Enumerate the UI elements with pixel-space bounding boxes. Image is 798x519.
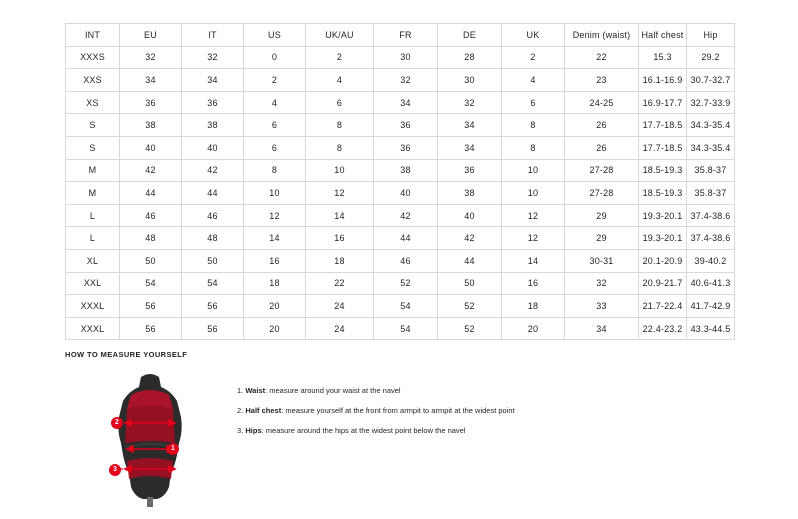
cell-int: S bbox=[66, 136, 120, 159]
cell-denim-waist: 26 bbox=[565, 136, 639, 159]
cell-half-chest: 19.3-20.1 bbox=[639, 227, 687, 250]
measure-note-text: : measure around the hips at the widest point below the navel bbox=[261, 426, 466, 435]
cell-denim-waist: 29 bbox=[565, 204, 639, 227]
cell-uk-au: 18 bbox=[306, 249, 374, 272]
cell-eu: 40 bbox=[120, 136, 182, 159]
cell-fr: 40 bbox=[374, 182, 438, 205]
cell-fr: 42 bbox=[374, 204, 438, 227]
cell-hip: 41.7-42.9 bbox=[687, 295, 735, 318]
cell-half-chest: 21.7-22.4 bbox=[639, 295, 687, 318]
cell-uk: 6 bbox=[502, 91, 565, 114]
cell-us: 8 bbox=[244, 159, 306, 182]
column-header-uk: UK bbox=[502, 24, 565, 47]
table-row bbox=[66, 182, 735, 205]
cell-denim-waist: 23 bbox=[565, 69, 639, 92]
measure-note-number: 2. bbox=[237, 406, 244, 415]
cell-uk: 16 bbox=[502, 272, 565, 295]
table-row bbox=[66, 227, 735, 250]
table-header-row bbox=[66, 24, 735, 47]
cell-eu: 46 bbox=[120, 204, 182, 227]
cell-de: 42 bbox=[438, 227, 502, 250]
cell-int: M bbox=[66, 159, 120, 182]
cell-half-chest: 15.3 bbox=[639, 46, 687, 69]
cell-hip: 37.4-38.6 bbox=[687, 227, 735, 250]
cell-us: 12 bbox=[244, 204, 306, 227]
cell-us: 14 bbox=[244, 227, 306, 250]
cell-fr: 52 bbox=[374, 272, 438, 295]
column-header-hip: Hip bbox=[687, 24, 735, 47]
cell-hip: 34.3-35.4 bbox=[687, 114, 735, 137]
cell-it: 44 bbox=[182, 182, 244, 205]
cell-int: XXXL bbox=[66, 317, 120, 340]
cell-de: 28 bbox=[438, 46, 502, 69]
table-row bbox=[66, 249, 735, 272]
cell-uk: 10 bbox=[502, 159, 565, 182]
table-row bbox=[66, 272, 735, 295]
measure-badge-3: 3 bbox=[109, 464, 121, 476]
cell-de: 32 bbox=[438, 91, 502, 114]
cell-uk-au: 24 bbox=[306, 295, 374, 318]
table-row bbox=[66, 46, 735, 69]
cell-us: 20 bbox=[244, 317, 306, 340]
cell-it: 32 bbox=[182, 46, 244, 69]
table-body bbox=[66, 46, 735, 340]
cell-int: XL bbox=[66, 249, 120, 272]
column-header-denim-waist: Denim (waist) bbox=[565, 24, 639, 47]
measure-note-hips bbox=[237, 421, 515, 441]
measure-note-text: : measure around your waist at the navel bbox=[265, 386, 401, 395]
cell-uk: 12 bbox=[502, 204, 565, 227]
cell-uk-au: 8 bbox=[306, 136, 374, 159]
column-header-fr: FR bbox=[374, 24, 438, 47]
cell-uk: 10 bbox=[502, 182, 565, 205]
cell-it: 42 bbox=[182, 159, 244, 182]
cell-de: 34 bbox=[438, 114, 502, 137]
cell-uk: 4 bbox=[502, 69, 565, 92]
cell-int: XXS bbox=[66, 69, 120, 92]
cell-eu: 36 bbox=[120, 91, 182, 114]
cell-uk: 8 bbox=[502, 114, 565, 137]
cell-uk-au: 12 bbox=[306, 182, 374, 205]
cell-us: 10 bbox=[244, 182, 306, 205]
cell-uk-au: 22 bbox=[306, 272, 374, 295]
cell-int: XS bbox=[66, 91, 120, 114]
cell-uk: 20 bbox=[502, 317, 565, 340]
cell-uk: 18 bbox=[502, 295, 565, 318]
cell-it: 54 bbox=[182, 272, 244, 295]
cell-half-chest: 16.1-16.9 bbox=[639, 69, 687, 92]
cell-hip: 29.2 bbox=[687, 46, 735, 69]
cell-it: 48 bbox=[182, 227, 244, 250]
cell-uk: 2 bbox=[502, 46, 565, 69]
measure-note-number: 3. bbox=[237, 426, 244, 435]
column-header-us: US bbox=[244, 24, 306, 47]
column-header-int: INT bbox=[66, 24, 120, 47]
cell-it: 56 bbox=[182, 317, 244, 340]
cell-int: XXL bbox=[66, 272, 120, 295]
cell-fr: 32 bbox=[374, 69, 438, 92]
cell-eu: 38 bbox=[120, 114, 182, 137]
cell-it: 36 bbox=[182, 91, 244, 114]
cell-us: 2 bbox=[244, 69, 306, 92]
cell-half-chest: 22.4-23.2 bbox=[639, 317, 687, 340]
cell-de: 44 bbox=[438, 249, 502, 272]
cell-hip: 37.4-38.6 bbox=[687, 204, 735, 227]
cell-hip: 30.7-32.7 bbox=[687, 69, 735, 92]
table-row bbox=[66, 204, 735, 227]
cell-uk-au: 10 bbox=[306, 159, 374, 182]
cell-fr: 54 bbox=[374, 317, 438, 340]
cell-uk-au: 6 bbox=[306, 91, 374, 114]
measure-note-term: Hips bbox=[245, 426, 262, 435]
cell-de: 50 bbox=[438, 272, 502, 295]
size-chart-table bbox=[65, 23, 735, 340]
mannequin-illustration-icon bbox=[85, 369, 215, 509]
column-header-half-chest: Half chest bbox=[639, 24, 687, 47]
cell-de: 52 bbox=[438, 317, 502, 340]
measure-notes-list bbox=[237, 381, 515, 441]
cell-us: 20 bbox=[244, 295, 306, 318]
cell-hip: 35.8-37 bbox=[687, 182, 735, 205]
measure-badge-1: 1 bbox=[167, 443, 179, 455]
cell-denim-waist: 22 bbox=[565, 46, 639, 69]
cell-denim-waist: 24-25 bbox=[565, 91, 639, 114]
how-to-measure-section bbox=[65, 350, 734, 509]
cell-int: XXXS bbox=[66, 46, 120, 69]
measure-note-text: : measure yourself at the front from armpit to armpit at the widest point bbox=[281, 406, 515, 415]
cell-int: L bbox=[66, 227, 120, 250]
cell-it: 38 bbox=[182, 114, 244, 137]
cell-uk: 8 bbox=[502, 136, 565, 159]
cell-hip: 34.3-35.4 bbox=[687, 136, 735, 159]
cell-hip: 35.8-37 bbox=[687, 159, 735, 182]
cell-eu: 54 bbox=[120, 272, 182, 295]
cell-int: M bbox=[66, 182, 120, 205]
measure-note-number: 1. bbox=[237, 386, 244, 395]
cell-it: 56 bbox=[182, 295, 244, 318]
cell-uk-au: 16 bbox=[306, 227, 374, 250]
cell-us: 6 bbox=[244, 136, 306, 159]
cell-eu: 50 bbox=[120, 249, 182, 272]
cell-uk-au: 24 bbox=[306, 317, 374, 340]
cell-us: 4 bbox=[244, 91, 306, 114]
column-header-it: IT bbox=[182, 24, 244, 47]
cell-eu: 32 bbox=[120, 46, 182, 69]
cell-eu: 34 bbox=[120, 69, 182, 92]
table-row bbox=[66, 317, 735, 340]
cell-half-chest: 18.5-19.3 bbox=[639, 182, 687, 205]
cell-uk-au: 14 bbox=[306, 204, 374, 227]
cell-int: L bbox=[66, 204, 120, 227]
cell-half-chest: 16.9-17.7 bbox=[639, 91, 687, 114]
cell-it: 40 bbox=[182, 136, 244, 159]
cell-us: 0 bbox=[244, 46, 306, 69]
cell-fr: 30 bbox=[374, 46, 438, 69]
cell-eu: 44 bbox=[120, 182, 182, 205]
cell-de: 30 bbox=[438, 69, 502, 92]
table-row bbox=[66, 69, 735, 92]
cell-denim-waist: 26 bbox=[565, 114, 639, 137]
cell-int: XXXL bbox=[66, 295, 120, 318]
measure-note-term: Waist bbox=[245, 386, 266, 395]
cell-it: 34 bbox=[182, 69, 244, 92]
table-row bbox=[66, 159, 735, 182]
cell-denim-waist: 27-28 bbox=[565, 182, 639, 205]
cell-hip: 39-40.2 bbox=[687, 249, 735, 272]
cell-eu: 56 bbox=[120, 295, 182, 318]
cell-uk-au: 8 bbox=[306, 114, 374, 137]
cell-us: 6 bbox=[244, 114, 306, 137]
measure-note-half-chest bbox=[237, 401, 515, 421]
measurement-figure bbox=[85, 369, 215, 509]
cell-half-chest: 19.3-20.1 bbox=[639, 204, 687, 227]
cell-eu: 42 bbox=[120, 159, 182, 182]
cell-de: 52 bbox=[438, 295, 502, 318]
cell-hip: 43.3-44.5 bbox=[687, 317, 735, 340]
cell-half-chest: 20.1-20.9 bbox=[639, 249, 687, 272]
measure-note-term: Half chest bbox=[245, 406, 282, 415]
cell-de: 36 bbox=[438, 159, 502, 182]
cell-uk-au: 4 bbox=[306, 69, 374, 92]
cell-de: 40 bbox=[438, 204, 502, 227]
cell-half-chest: 20.9-21.7 bbox=[639, 272, 687, 295]
cell-denim-waist: 33 bbox=[565, 295, 639, 318]
table-row bbox=[66, 91, 735, 114]
cell-us: 16 bbox=[244, 249, 306, 272]
cell-it: 50 bbox=[182, 249, 244, 272]
cell-half-chest: 17.7-18.5 bbox=[639, 114, 687, 137]
cell-fr: 54 bbox=[374, 295, 438, 318]
cell-hip: 32.7-33.9 bbox=[687, 91, 735, 114]
cell-int: S bbox=[66, 114, 120, 137]
cell-fr: 36 bbox=[374, 114, 438, 137]
measure-badge-2: 2 bbox=[111, 417, 123, 429]
measure-note-waist bbox=[237, 381, 515, 401]
cell-eu: 56 bbox=[120, 317, 182, 340]
cell-it: 46 bbox=[182, 204, 244, 227]
cell-hip: 40.6-41.3 bbox=[687, 272, 735, 295]
cell-uk: 12 bbox=[502, 227, 565, 250]
column-header-eu: EU bbox=[120, 24, 182, 47]
table-row bbox=[66, 114, 735, 137]
how-to-measure-title: HOW TO MEASURE YOURSELF bbox=[65, 350, 188, 359]
cell-fr: 46 bbox=[374, 249, 438, 272]
cell-denim-waist: 27-28 bbox=[565, 159, 639, 182]
cell-uk-au: 2 bbox=[306, 46, 374, 69]
column-header-de: DE bbox=[438, 24, 502, 47]
cell-us: 18 bbox=[244, 272, 306, 295]
cell-fr: 34 bbox=[374, 91, 438, 114]
cell-half-chest: 18.5-19.3 bbox=[639, 159, 687, 182]
cell-fr: 38 bbox=[374, 159, 438, 182]
cell-uk: 14 bbox=[502, 249, 565, 272]
table-row bbox=[66, 295, 735, 318]
table-row bbox=[66, 136, 735, 159]
cell-denim-waist: 34 bbox=[565, 317, 639, 340]
cell-denim-waist: 30-31 bbox=[565, 249, 639, 272]
cell-half-chest: 17.7-18.5 bbox=[639, 136, 687, 159]
cell-de: 38 bbox=[438, 182, 502, 205]
cell-denim-waist: 29 bbox=[565, 227, 639, 250]
size-chart-container bbox=[65, 23, 734, 340]
cell-de: 34 bbox=[438, 136, 502, 159]
cell-fr: 44 bbox=[374, 227, 438, 250]
how-to-measure-body bbox=[65, 369, 734, 509]
column-header-uk-au: UK/AU bbox=[306, 24, 374, 47]
cell-fr: 36 bbox=[374, 136, 438, 159]
cell-eu: 48 bbox=[120, 227, 182, 250]
cell-denim-waist: 32 bbox=[565, 272, 639, 295]
